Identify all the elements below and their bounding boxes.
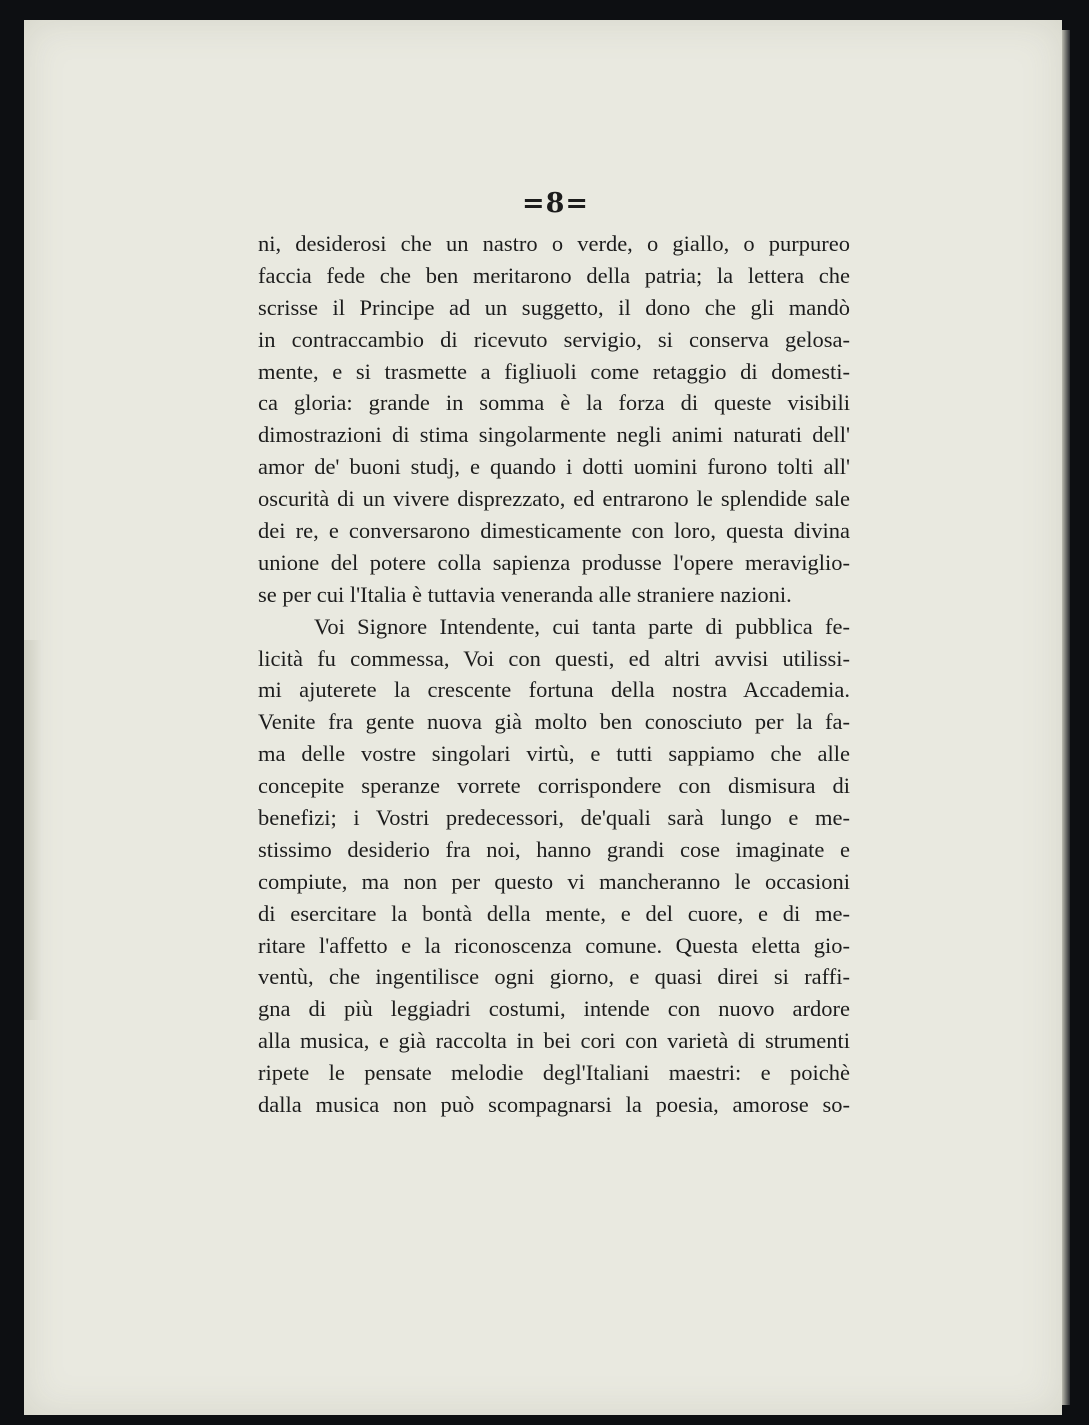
text-line: Venite fra gente nuova già molto ben conosciuto per la fa- (258, 709, 850, 735)
text-line: se per cui l'Italia è tuttavia veneranda alle straniere nazioni. (258, 581, 792, 607)
text-line: benefizi; i Vostri predecessori, de'quali sarà lungo e me- (258, 805, 850, 831)
text-line: in contraccambio di ricevuto servigio, si conserva gelosa- (258, 326, 850, 352)
text-line: ritare l'affetto e la riconoscenza comune. Questa eletta gio- (258, 932, 850, 958)
page-header (0, 188, 1089, 219)
text-line: amor de' buoni studj, e quando i dotti uomini furono tolti all' (258, 454, 850, 480)
text-line: faccia fede che ben meritarono della patria; la lettera che (258, 262, 850, 288)
fold-shadow (24, 640, 42, 1020)
text-line: mi ajuterete la crescente fortuna della nostra Accademia. (258, 677, 850, 703)
text-line: dimostrazioni di stima singolarmente negli animi naturati dell' (258, 422, 850, 448)
text-line: concepite speranze vorrete corrispondere con dismisura di (258, 773, 850, 799)
text-line: compiute, ma non per questo vi mancheranno le occasioni (258, 868, 850, 894)
page-number: =8= (521, 188, 590, 219)
text-line: alla musica, e già raccolta in bei cori con varietà di strumenti (258, 1028, 850, 1054)
text-line: Voi Signore Intendente, cui tanta parte di pubblica fe- (314, 613, 850, 639)
text-line: scrisse il Principe ad un suggetto, il dono che gli mandò (258, 294, 850, 320)
text-line: stissimo desiderio fra noi, hanno grandi cose imaginate e (258, 836, 850, 862)
text-line: dei re, e conversarono dimesticamente con loro, questa divina (258, 518, 850, 544)
text-line: unione del potere colla sapienza produsse l'opere meraviglio- (258, 549, 850, 575)
text-line: ventù, che ingentilisce ogni giorno, e quasi direi si raffi- (258, 964, 850, 990)
text-line: gna di più leggiadri costumi, intende con nuovo ardore (258, 996, 850, 1022)
text-line: ni, desiderosi che un nastro o verde, o giallo, o purpureo (258, 231, 850, 256)
text-line: licità fu commessa, Voi con questi, ed altri avvisi utilissi- (258, 645, 850, 671)
text-line: mente, e si trasmette a figliuoli come retaggio di domesti- (258, 358, 850, 384)
text-line: ca gloria: grande in somma è la forza di queste visibili (258, 390, 850, 416)
text-line: di esercitare la bontà della mente, e del cuore, e di me- (258, 900, 850, 926)
text-line: ripete le pensate melodie degl'Italiani maestri: e poichè (258, 1060, 850, 1086)
text-line: ma delle vostre singolari virtù, e tutti sappiamo che alle (258, 741, 850, 767)
text-line: oscurità di un vivere disprezzato, ed entrarono le splendide sale (258, 486, 850, 512)
text-line: dalla musica non può scompagnarsi la poesia, amorose so- (258, 1092, 850, 1118)
body-text (258, 228, 850, 1121)
